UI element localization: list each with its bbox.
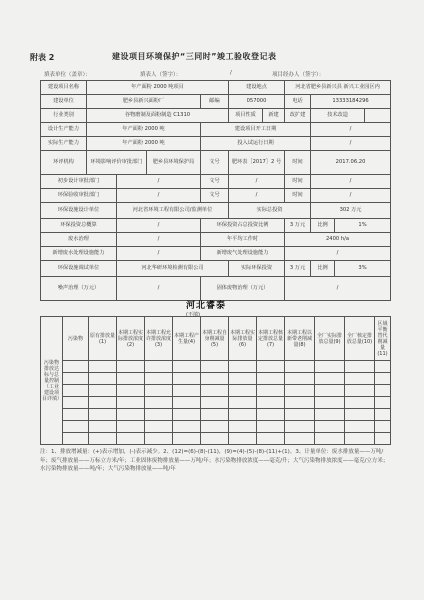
- tech-value: [365, 109, 391, 123]
- monitor-unit-value: 河北省环境工程有限公司/监测单位: [117, 203, 229, 219]
- prelim-no-value: /: [229, 175, 285, 189]
- detail-header-10: 全厂核定排放总量(10): [345, 317, 375, 361]
- detail-header-0: 污染物: [63, 317, 89, 361]
- solid-value: /: [285, 277, 391, 301]
- actual-ratio-label: 比例: [311, 261, 335, 277]
- industry-label: 行业类别: [41, 109, 87, 123]
- tech-label: 技术改造: [311, 109, 365, 123]
- actual-total-label: 实际总投资: [229, 203, 311, 219]
- actual-total-value: 302 万元: [311, 203, 391, 219]
- wastewater-value: /: [117, 233, 201, 247]
- unit-value: 肥乡县新兴面粉厂: [87, 95, 201, 109]
- env-invest-value: /: [117, 219, 201, 233]
- prelim-value: /: [117, 175, 201, 189]
- detail-header-6: 本期工程实际排放量(6): [229, 317, 257, 361]
- approval-no-label: 文号: [201, 151, 229, 175]
- location-label: 建设地点: [229, 81, 285, 95]
- document-title: 建设项目环境保护“三同时”竣工验收登记表: [112, 52, 277, 61]
- acceptance-no-value: /: [229, 189, 285, 203]
- company-stamp-text: 河北睿泰: [186, 301, 227, 311]
- stamp-subtext: (不填): [186, 312, 200, 318]
- footnote-line-2: 水污染物排放量——吨/年；大气污染物排放量——吨/年: [40, 466, 176, 473]
- approval-no-value: 肥环表［2017］2 号: [229, 151, 285, 175]
- prelim-time-label: 时间: [285, 175, 311, 189]
- design-capacity-label: 设计生产能力: [41, 123, 87, 137]
- detail-header-8: 本期工程以新带老削减量(8): [285, 317, 315, 361]
- phone-label: 电话: [285, 95, 311, 109]
- new-gas-value: /: [285, 247, 391, 261]
- report-approval-value: 肥乡县环境保护局: [147, 151, 201, 175]
- wastewater-label: 废水治理: [41, 233, 117, 247]
- start-date-value: /: [311, 123, 391, 137]
- postal-value: 057000: [229, 95, 285, 109]
- design-capacity-value: 年产面粉 2000 吨: [87, 123, 201, 137]
- detail-header-1: 原有排放量(1): [89, 317, 117, 361]
- trial-date-label: 投入试运行日期: [201, 137, 311, 151]
- prelim-time-value: /: [311, 175, 391, 189]
- project-name-value: 年产面粉 2000 吨项目: [87, 81, 229, 95]
- fill-unit-label: 填表单位（盖章）：: [44, 72, 91, 78]
- new-water-label: 新增废水处理设施能力: [41, 247, 117, 261]
- monitor-unit-label: 环保设施设计单位: [41, 203, 117, 219]
- detail-header-4: 本期工程产生量(4): [173, 317, 201, 361]
- footnotes: [40, 448, 390, 474]
- table-row: [41, 397, 391, 409]
- actual-capacity-label: 实际生产能力: [41, 137, 87, 151]
- change-value: 改扩建: [285, 109, 311, 123]
- report-approval-label: 环境影响评价审批部门: [87, 151, 147, 175]
- ratio-value: 1%: [335, 219, 391, 233]
- acceptance-dept-value: /: [117, 189, 201, 203]
- detail-header-3: 本期工程允许排放浓度(3): [145, 317, 173, 361]
- table-row: [41, 361, 391, 373]
- detail-header-11: 区域平衡替代削减量(11): [375, 317, 391, 361]
- new-gas-label: 新增废气处理设施能力: [201, 247, 285, 261]
- trial-date-value: /: [311, 137, 391, 151]
- pollutant-table: [40, 316, 391, 445]
- solid-label: 固体废物治理（万元）: [201, 277, 285, 301]
- phone-value: 13333184296: [311, 95, 391, 109]
- table-row: [41, 385, 391, 397]
- actual-env-value: 3 万元: [285, 261, 311, 277]
- unit-label: 建设单位: [41, 95, 87, 109]
- env-invest-label: 环保投资总概算: [41, 219, 117, 233]
- acceptance-time-value: /: [311, 189, 391, 203]
- signature-mark: /: [230, 70, 232, 76]
- construction-nature-value: 新建: [263, 109, 285, 123]
- acceptance-time-label: 时间: [285, 189, 311, 203]
- detail-side-label: 污染物排放达标与总量控制（工业建设项目详填）: [41, 317, 63, 445]
- env-invest-ratio-label: 环保投资占总投资比例: [201, 219, 285, 233]
- monitor-company-label: 环保设施调试单位: [41, 261, 117, 277]
- detail-header-5: 本期工程自身削减量(5): [201, 317, 229, 361]
- acceptance-dept-label: 环保验收审批部门: [41, 189, 117, 203]
- new-water-value: /: [117, 247, 201, 261]
- detail-header-7: 本期工程核定排放总量(7): [257, 317, 285, 361]
- prelim-label: 初步设计审批部门: [41, 175, 117, 189]
- project-name-label: 建设项目名称: [41, 81, 87, 95]
- prelim-no-label: 文号: [201, 175, 229, 189]
- detail-header-9: 全厂实际排放总量(9): [315, 317, 345, 361]
- attachment-label: 附表 2: [30, 53, 55, 62]
- approval-time-label: 时间: [285, 151, 311, 175]
- table-row: [41, 421, 391, 433]
- env-invest-amount: 3 万元: [285, 219, 311, 233]
- report-label: 环评机构: [41, 151, 87, 175]
- acceptance-no-label: 文号: [201, 189, 229, 203]
- actual-ratio-value: 3%: [335, 261, 391, 277]
- footnote-line-1: 注：1、排放增减量：(+)表示增加，(-)表示减少。2、(12)=(6)-(8)-(11)，(9)=(4)-(5)-(8)-(11)+(1)。3、计量单位：废水排放量——万吨/年；废气排放量——万标立方米/年；工业固体废物排放量——万吨/年；水污染物排放浓度——毫克/升；大气污染物排放浓度——毫克/立方米；: [40, 449, 389, 464]
- monitor-company-value: 河北华研环境检测有限公司: [117, 261, 229, 277]
- run-time-label: 年平均工作时: [201, 233, 285, 247]
- construction-nature-label: 项目性质: [229, 109, 263, 123]
- detail-header-2: 本期工程实际排放浓度(2): [117, 317, 145, 361]
- noise-label: 噪声治理（万元）: [41, 277, 117, 301]
- table-row: [41, 409, 391, 421]
- start-date-label: 建设项目开工日期: [201, 123, 311, 137]
- registration-table: [40, 80, 391, 301]
- location-value: 河北省肥乡县新兴县 新兴工业园区内: [285, 81, 391, 95]
- ratio-label: 比例: [311, 219, 335, 233]
- run-time-value: 2400 h/a: [285, 233, 391, 247]
- industry-value: 谷物磨制及面粉制造 C1310: [87, 109, 229, 123]
- project-manager-label: 项目经办人（签字）：: [272, 72, 325, 78]
- fill-person-label: 填表人（签字）：: [140, 72, 182, 78]
- noise-value: /: [117, 277, 201, 301]
- approval-time-value: 2017.06.20: [311, 151, 391, 175]
- table-row: [41, 433, 391, 445]
- table-row: [41, 373, 391, 385]
- actual-env-label: 实际环保投资: [229, 261, 285, 277]
- postal-label: 邮编: [201, 95, 229, 109]
- actual-capacity-value: 年产面粉 2000 吨: [87, 137, 201, 151]
